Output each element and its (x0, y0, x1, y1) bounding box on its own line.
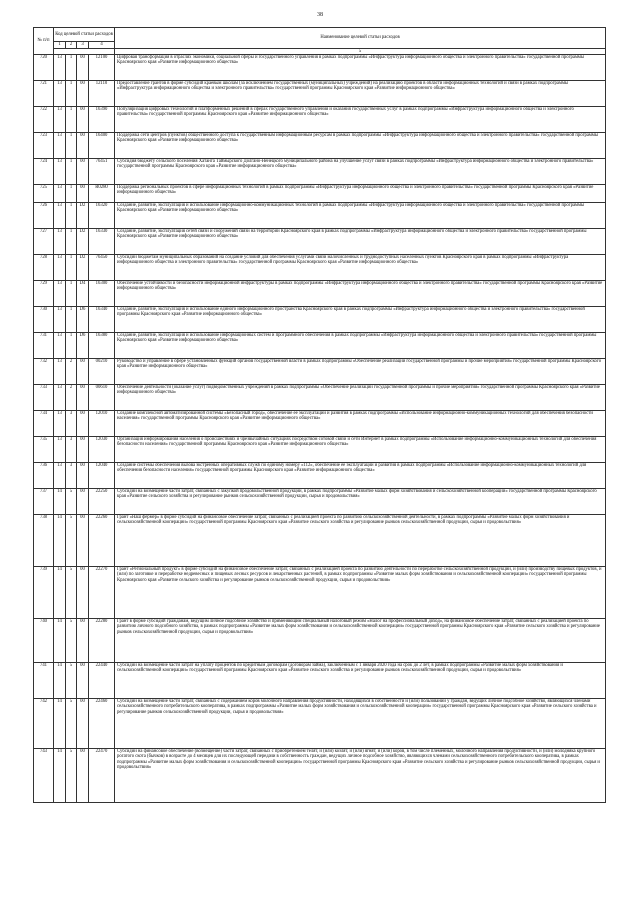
row-description: Поддержка региональных проектов в сфере информационных технологий в рамках подпрограммы «Инфраструктура информационного общества и электронного правительства» государственной программы Красноярского края «Развитие информационного общества» (115, 185, 606, 203)
code-part-4: 16340 (89, 307, 115, 333)
row-description: Создание, развитие, эксплуатация сетей связи и сооружений связи на территории Красноярского края в рамках подпрограммы «Инфраструктура информационного общества и электронного правительства» государственной программы Красноярского края «Развитие информационного общества» (115, 229, 606, 255)
code-part-1: 14 (54, 515, 66, 567)
code-part-1: 13 (54, 255, 66, 281)
code-part-1: 13 (54, 203, 66, 229)
code-part-3: D6 (77, 333, 89, 359)
code-part-2: 1 (66, 333, 77, 359)
row-number: 726 (34, 203, 54, 229)
row-description: Цифровая трансформация в отраслях экономики, социальной сферы и государственного управления в рамках подпрограммы «Инфраструктура информационного общества и электронного правительства» государственной программы Красноярского края «Развитие информационного общества» (115, 55, 606, 81)
code-part-2: 3 (66, 463, 77, 489)
code-part-1: 13 (54, 55, 66, 81)
code-part-3: 00 (77, 437, 89, 463)
code-part-1: 13 (54, 307, 66, 333)
page-number: 38 (317, 12, 323, 18)
row-number: 735 (34, 437, 54, 463)
code-part-2: 1 (66, 229, 77, 255)
table-row (34, 281, 606, 307)
code-part-3: 00 (77, 55, 89, 81)
row-description: Обеспечение деятельности (оказание услуг) подведомственных учреждений в рамках подпрограммы «Обеспечение реализации государственной программы и прочие мероприятия» государственной программы Красноярского края «Развитие информационного общества» (115, 385, 606, 411)
code-part-1: 13 (54, 411, 66, 437)
table-row (34, 333, 606, 359)
code-part-3: 00 (77, 463, 89, 489)
table-row (34, 749, 606, 803)
code-part-2: 1 (66, 107, 77, 133)
code-part-4: 22260 (89, 515, 115, 567)
table-row (34, 663, 606, 699)
row-description: Создание системы обеспечения вызова экстренных оперативных служб по единому номеру «112», обеспечение ее эксплуатации и развития в рамках подпрограммы «Использование информационно-коммуникационных технологий для обеспечения безопасности населения» государственной программы Красноярского края «Развитие информационного общества» (115, 463, 606, 489)
code-part-4: 22250 (89, 489, 115, 515)
code-part-3: D4 (77, 281, 89, 307)
code-part-2: 5 (66, 489, 77, 515)
row-description: Субсидия бюджету сельского поселения Хатанга Таймырского Долгано-Ненецкого муниципального района на улучшение услуг связи в рамках подпрограммы «Инфраструктура информационного общества и электронного правительства» государственной программы Красноярского края «Развитие информационного общества» (115, 159, 606, 185)
code-part-3: 00 (77, 699, 89, 749)
code-part-2: 1 (66, 203, 77, 229)
row-description: Субсидии на возмещение части затрат на уплату процентов по кредитным договорам (договорам займа), заключенным с 1 января 2020 года на срок до 2 лет, в рамках подпрограммы «Развитие малых форм хозяйствования и сельскохозяйственной кооперации» государственной программы Красноярского края «Развитие сельского хозяйства и регулирование рынков сельскохозяйственной продукции, сырья и продовольствия» (115, 663, 606, 699)
code-part-3: 00 (77, 489, 89, 515)
code-part-1: 13 (54, 133, 66, 159)
row-description: Грант в форме субсидий гражданам, ведущим личное подсобное хозяйство и применяющим специальный налоговый режим «Налог на профессиональный доход», на финансовое обеспечение затрат, связанных с реализацией проекта по развитию личного подсобного хозяйства, в рамках подпрограммы «Развитие малых форм хозяйствования и сельскохозяйственной кооперации» государственной программы Красноярского края «Развитие сельского хозяйства и регулирование рынков сельскохозяйственной продукции, сырья и продовольствия» (115, 619, 606, 663)
row-description: Организация информирования населения о происшествиях и чрезвычайных ситуациях посредством сотовой связи и сети Интернет в рамках подпрограммы «Использование информационно-коммуникационных технологий для обеспечения безопасности населения» государственной программы Красноярского края «Развитие информационного общества» (115, 437, 606, 463)
row-description: Создание комплексной автоматизированной системы «Безопасный город», обеспечение ее эксплуатации и развития в рамках подпрограммы «Использование информационно-коммуникационных технологий для обеспечения безопасности населения» государственной программы Красноярского края «Развитие информационного общества» (115, 411, 606, 437)
code-part-3: 00 (77, 359, 89, 385)
row-number: 721 (34, 81, 54, 107)
code-part-1: 13 (54, 385, 66, 411)
code-part-2: 1 (66, 255, 77, 281)
table-row (34, 411, 606, 437)
table-row (34, 159, 606, 185)
code-part-1: 13 (54, 333, 66, 359)
row-number: 743 (34, 749, 54, 803)
row-description: Субсидии на возмещение части затрат, связанных с содержанием коров молочного направления продуктивности, находящихся в собственности и (или) пользовании у граждан, ведущих личное подсобное хозяйство, являющихся членами сельскохозяйственного потребительского кооператива, в рамках подпрограммы «Развитие малых форм хозяйствования и сельскохозяйственной кооперации» государственной программы Красноярского края «Развитие сельского хозяйства и регулирование рынков сельскохозяйственной продукции, сырья и продовольствия» (115, 699, 606, 749)
code-part-4: 16380 (89, 333, 115, 359)
code-part-3: D2 (77, 203, 89, 229)
code-part-3: 00 (77, 567, 89, 619)
row-number: 740 (34, 619, 54, 663)
row-number: 729 (34, 281, 54, 307)
row-number: 730 (34, 307, 54, 333)
code-part-2: 1 (66, 159, 77, 185)
code-part-1: 13 (54, 437, 66, 463)
code-part-4: 22280 (89, 619, 115, 663)
table-row (34, 107, 606, 133)
table-row (34, 489, 606, 515)
table-row (34, 359, 606, 385)
code-part-3: 00 (77, 663, 89, 699)
row-description: Субсидии на возмещение части затрат, связанных с закупкой продовольственной продукции, в рамках подпрограммы «Развитие малых форм хозяйствования и сельскохозяйственной кооперации» государственной программы Красноярского края «Развитие сельского хозяйства и регулирование рынков сельскохозяйственной продукции, сырья и продовольствия» (115, 489, 606, 515)
row-description: Поддержка сети центров (пунктов) общественного доступа к государственным информационным ресурсам в рамках подпрограммы «Инфраструктура информационного общества и электронного правительства» государственной программы Красноярского края «Развитие информационного общества» (115, 133, 606, 159)
code-part-4: 12040 (89, 463, 115, 489)
code-part-3: 00 (77, 515, 89, 567)
code-part-4: 00210 (89, 359, 115, 385)
table-row (34, 55, 606, 81)
col-code-header: Код целевой статьи расходов (54, 28, 115, 42)
code-part-2: 1 (66, 81, 77, 107)
table-row (34, 229, 606, 255)
table-row (34, 699, 606, 749)
col5-number: 5 (115, 48, 606, 55)
code-part-4: 16300 (89, 281, 115, 307)
code-part-1: 13 (54, 107, 66, 133)
code-part-4: 22440 (89, 663, 115, 699)
code-part-3: 00 (77, 107, 89, 133)
code-part-1: 14 (54, 567, 66, 619)
table-header-row (34, 28, 606, 42)
code-part-2: 5 (66, 749, 77, 803)
row-number: 723 (34, 133, 54, 159)
table-row (34, 619, 606, 663)
code-part-2: 3 (66, 437, 77, 463)
code-part-1: 14 (54, 699, 66, 749)
code-part-4: R0280 (89, 185, 115, 203)
row-description: Субсидии на финансовое обеспечение (возмещение) части затрат, связанных с приобретением телят, и (или) козлят, и (или) ягнят, и (или) коров, в том числе племенных, молочного направления продуктивности, и (или) молодняка крупного рогатого скота (бычков) в возрасте до 4 месяцев для их последующей передачи в собственность граждан, ведущих личное подсобное хозяйство, являющихся членами сельскохозяйственного потребительского кооператива, в рамках подпрограммы «Развитие малых форм хозяйствования и сельскохозяйственной кооперации» государственной программы Красноярского края «Развитие сельского хозяйства и регулирование рынков сельскохозяйственной продукции, сырья и продовольствия» (115, 749, 606, 803)
col-number-header: № п/п (34, 28, 54, 55)
code-part-1: 13 (54, 159, 66, 185)
code-part-2: 5 (66, 699, 77, 749)
code-part-1: 14 (54, 749, 66, 803)
table-row (34, 185, 606, 203)
row-description: Обеспечение устойчивости и безопасности информационной инфраструктуры в рамках подпрограммы «Инфраструктура информационного общества и электронного правительства» государственной программы Красноярского края «Развитие информационного общества» (115, 281, 606, 307)
row-description: Субсидии бюджетам муниципальных образований на создание условий для обеспечения услугами связи малочисленных и труднодоступных населенных пунктов Красноярского края в рамках подпрограммы «Инфраструктура информационного общества и электронного правительства» государственной программы Красноярского края «Развитие информационного общества» (115, 255, 606, 281)
code-part-2: 5 (66, 515, 77, 567)
code-part-1: 13 (54, 281, 66, 307)
target-articles-table (33, 27, 606, 803)
row-description: Руководство и управление в сфере установленных функций органов государственной власти в рамках подпрограммы «Обеспечение реализации государственной программы и прочие мероприятия» государственной программы Красноярского края «Развитие информационного общества» (115, 359, 606, 385)
code-part-3: 00 (77, 749, 89, 803)
row-number: 722 (34, 107, 54, 133)
table-row (34, 437, 606, 463)
code-part-4: 16400 (89, 133, 115, 159)
row-number: 728 (34, 255, 54, 281)
code-part-4: 12010 (89, 411, 115, 437)
code-part-4: 12110 (89, 81, 115, 107)
row-number: 727 (34, 229, 54, 255)
row-description: Создание, развитие, эксплуатация и использование информационных систем и программного обеспечения в рамках подпрограммы «Инфраструктура информационного общества и электронного правительства» государственной программы Красноярского края «Развитие информационного общества» (115, 333, 606, 359)
code-part-4: 76451 (89, 159, 115, 185)
table-row (34, 385, 606, 411)
code-part-1: 14 (54, 619, 66, 663)
code-part-1: 13 (54, 463, 66, 489)
row-description: Популяризация цифровых технологий и платформенных решений в сферах государственного управления и оказания государственных услуг в рамках подпрограммы «Инфраструктура информационного общества и электронного правительства» государственной программы Красноярского края «Развитие информационного общества» (115, 107, 606, 133)
row-number: 724 (34, 159, 54, 185)
row-description: Грант «Региональный продукт» в форме субсидий на финансовое обеспечение затрат, связанных с реализацией проекта по развитию деятельности по переработке сельскохозяйственной продукции, и (или) производству пищевых продуктов, и (или) по заготовке и переработке недревесных и пищевых лесных ресурсов и лекарственных растений, в рамках подпрограммы «Развитие малых форм хозяйствования и сельскохозяйственной кооперации» государственной программы Красноярского края «Развитие сельского хозяйства и регулирование рынков сельскохозяйственной продукции, сырья и продовольствия» (115, 567, 606, 619)
code-part-1: 13 (54, 81, 66, 107)
code-part-3: 00 (77, 619, 89, 663)
code-part-2: 5 (66, 663, 77, 699)
code-part-4: 12030 (89, 437, 115, 463)
code-part-4: 16390 (89, 107, 115, 133)
row-number: 742 (34, 699, 54, 749)
code-part-2: 1 (66, 133, 77, 159)
code-part-4: 16330 (89, 229, 115, 255)
col-name-header: Наименование целевой статьи расходов (115, 28, 606, 49)
table-row (34, 515, 606, 567)
subcol-2-header: 2 (66, 42, 77, 49)
code-part-3: 00 (77, 133, 89, 159)
code-part-3: 00 (77, 411, 89, 437)
table-row (34, 307, 606, 333)
code-part-2: 3 (66, 411, 77, 437)
table-row (34, 81, 606, 107)
code-part-3: 00 (77, 185, 89, 203)
code-part-2: 1 (66, 185, 77, 203)
table-row (34, 255, 606, 281)
table-row (34, 567, 606, 619)
code-part-3: 00 (77, 385, 89, 411)
table-row (34, 463, 606, 489)
code-part-4: 16320 (89, 203, 115, 229)
row-number: 733 (34, 385, 54, 411)
row-number: 736 (34, 463, 54, 489)
subcol-4-header: 4 (89, 42, 115, 49)
row-description: Создание, развитие, эксплуатация и использование единого информационного пространства Красноярского края в рамках подпрограммы «Инфраструктура информационного общества и электронного правительства» государственной программы Красноярского края «Развитие информационного общества» (115, 307, 606, 333)
code-part-1: 14 (54, 489, 66, 515)
code-part-1: 13 (54, 359, 66, 385)
code-part-4: 22270 (89, 567, 115, 619)
code-part-3: 00 (77, 81, 89, 107)
row-description: Создание, развитие, эксплуатация и использование информационно-коммуникационных технологий в рамках подпрограммы «Инфраструктура информационного общества и электронного правительства» государственной программы Красноярского края «Развитие информационного общества» (115, 203, 606, 229)
code-part-2: 5 (66, 619, 77, 663)
subcol-3-header: 3 (77, 42, 89, 49)
row-number: 725 (34, 185, 54, 203)
row-number: 737 (34, 489, 54, 515)
row-number: 738 (34, 515, 54, 567)
code-part-3: 00 (77, 159, 89, 185)
code-part-2: 1 (66, 281, 77, 307)
code-part-1: 13 (54, 185, 66, 203)
row-number: 731 (34, 333, 54, 359)
code-part-4: 76450 (89, 255, 115, 281)
code-part-2: 1 (66, 307, 77, 333)
row-description: Грант «Наш фермер» в форме субсидий на финансовое обеспечение затрат, связанных с реализацией проекта по развитию сельскохозяйственной деятельности, в рамках подпрограммы «Развитие малых форм хозяйствования и сельскохозяйственной кооперации» государственной программы Красноярского края «Развитие сельского хозяйства и регулирование рынков сельскохозяйственной продукции, сырья и продовольствия» (115, 515, 606, 567)
table-row (34, 203, 606, 229)
code-part-2: 2 (66, 385, 77, 411)
row-number: 741 (34, 663, 54, 699)
row-description: Предоставление грантов в форме субсидий краевым школам (за исключением государственных (муниципальных) учреждений) на реализацию проектов в области информационных технологий и связи в рамках подпрограммы «Инфраструктура информационного общества и электронного правительства» государственной программы Красноярского края «Развитие информационного общества» (115, 81, 606, 107)
code-part-3: D2 (77, 255, 89, 281)
subcol-1-header: 1 (54, 42, 66, 49)
code-part-1: 13 (54, 229, 66, 255)
code-part-2: 5 (66, 567, 77, 619)
code-part-3: D6 (77, 307, 89, 333)
code-part-1: 14 (54, 663, 66, 699)
code-part-3: D2 (77, 229, 89, 255)
code-part-4: 12100 (89, 55, 115, 81)
table-row (34, 133, 606, 159)
code-part-4: 22460 (89, 699, 115, 749)
row-number: 720 (34, 55, 54, 81)
code-part-2: 2 (66, 359, 77, 385)
row-number: 739 (34, 567, 54, 619)
code-part-4: 22470 (89, 749, 115, 803)
row-number: 732 (34, 359, 54, 385)
code-part-4: 00610 (89, 385, 115, 411)
code-part-2: 1 (66, 55, 77, 81)
row-number: 734 (34, 411, 54, 437)
